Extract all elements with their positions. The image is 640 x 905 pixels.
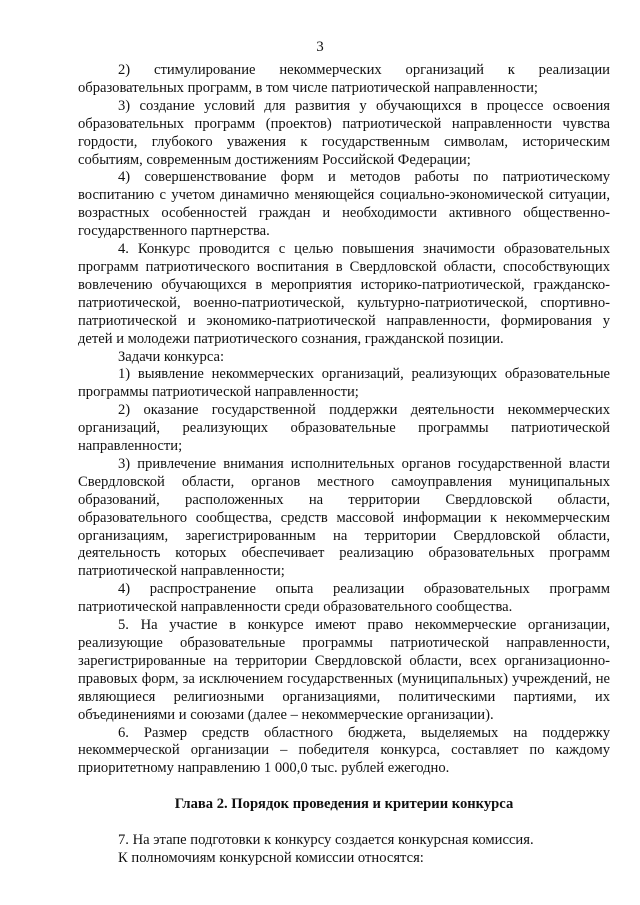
paragraph-commission-powers: К полномочиям конкурсной комиссии относятся: <box>118 850 424 867</box>
paragraph-section-5-participants: 5. На участие в конкурсе имеют право некоммерческие организации, реализующие образовательные программы патриотической направленности, зарегистрированные на территории Свердловской области, всех организационно-правовых форм, за исключением государственных (муниципальных) учреждений, не являющиеся религиозными организациями, политическими партиями, их объединениями и союзами (далее – некоммерческие организации). <box>78 617 610 723</box>
paragraph-item-4-improvement: 4) совершенствование форм и методов работы по патриотическому воспитанию с учетом динамично меняющейся социально-экономической ситуации, возрастных особенностей граждан и необходимости активного общественно-государственного партнерства. <box>78 169 610 240</box>
paragraph-item-2-stimulation: 2) стимулирование некоммерческих организаций к реализации образовательных программ, в том числе патриотической направленности; <box>78 62 610 96</box>
paragraph-section-7-commission: 7. На этапе подготовки к конкурсу создается конкурсная комиссия. <box>118 832 534 849</box>
paragraph-tasks-heading: Задачи конкурса: <box>118 348 225 365</box>
chapter-heading: Глава 2. Порядок проведения и критерии конкурса <box>174 796 514 813</box>
paragraph-item-3-conditions: 3) создание условий для развития у обучающихся в процессе освоения образовательных программ (проектов) патриотической направленности чувства гордости, глубокого уважения к государственным символам, историческим событиям, современным достижениям Российской Федерации; <box>78 97 610 168</box>
paragraph-task-4: 4) распространение опыта реализации образовательных программ патриотической направленности среди образовательного сообщества. <box>78 581 610 616</box>
paragraph-task-2: 2) оказание государственной поддержки деятельности некоммерческих организаций, реализующих образовательные программы патриотической направленности; <box>78 402 610 455</box>
paragraph-task-3: 3) привлечение внимания исполнительных органов государственной власти Свердловской области, органов местного самоуправления муниципальных образований, расположенных на территории Свердловской области, образовательного сообщества, средств массовой информации к некоммерческим организациям, зарегистрированным на территории Свердловской области, деятельность которых обеспечивает реализацию образовательных программ патриотической направленности; <box>78 455 610 580</box>
document-body <box>78 62 610 868</box>
paragraph-section-6-funding: 6. Размер средств областного бюджета, выделяемых на поддержку некоммерческой организации – победителя конкурса, составляет по каждому приоритетному направлению 1 000,0 тыс. рублей ежегодно. <box>78 724 610 777</box>
page-number: 3 <box>316 39 324 55</box>
paragraph-section-4-goal: 4. Конкурс проводится с целью повышения значимости образовательных программ патриотического воспитания в Свердловской области, способствующих вовлечению обучающихся в мероприятия историко-патриотической, гражданско-патриотической, военно-патриотической, культурно-патриотической, спортивно-патриотической и экономико-патриотической направленности, формирования у детей и молодежи патриотического сознания, гражданской позиции. <box>78 241 610 347</box>
paragraph-task-1: 1) выявление некоммерческих организаций, реализующих образовательные программы патриотической направленности; <box>78 366 610 401</box>
